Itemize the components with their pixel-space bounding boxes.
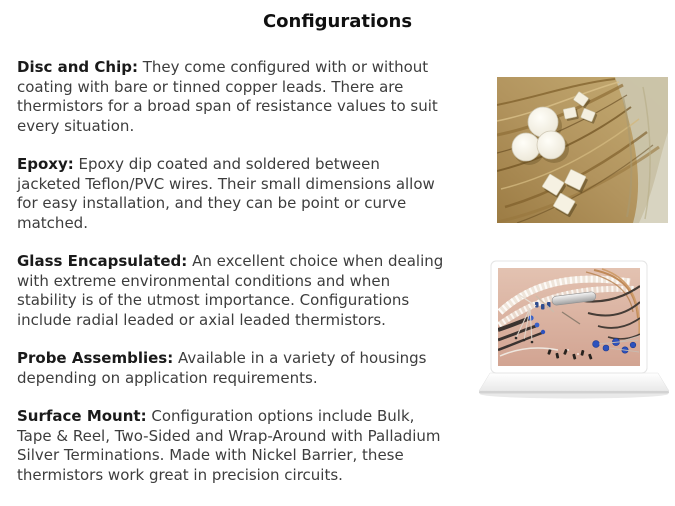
text-line: for easy installation, and they can be point or curve [17,194,407,212]
thermistor-product-assortment-graphic [478,260,670,400]
section-label: Glass Encapsulated: [17,252,188,270]
text-line [17,407,487,427]
text-line [17,349,487,369]
section-line-rest: Epoxy dip coated and soldered between [78,155,380,173]
section-label: Surface Mount: [17,407,147,425]
section-line-rest: Available in a variety of housings [178,349,427,367]
text-line: jacketed Teflon/PVC wires. Their small dimensions allow [17,174,435,193]
text-line: with extreme environmental conditions and when [17,271,391,290]
thermistor-product-assortment-photo [478,260,670,400]
text-line [17,58,487,78]
section-disc-and-chip [17,58,487,136]
text-line: depending on application requirements. [17,368,318,387]
section-epoxy [17,155,487,233]
slide-title: Configurations [262,11,413,32]
text-line [17,155,487,175]
body-text-column [17,58,487,504]
text-line: thermistors work great in precision circuits. [17,465,343,484]
text-line [17,252,487,272]
text-line: every situation. [17,116,135,135]
section-glass-encapsulated [17,252,487,330]
section-probe-assemblies [17,349,487,388]
display-stand [479,373,669,399]
section-line-rest: Configuration options include Bulk, [151,407,415,425]
text-line: matched. [17,213,88,232]
text-line: include radial leaded or axial leaded thermistors. [17,310,386,329]
section-line-rest: They come configured with or without [142,58,429,76]
section-surface-mount [17,407,487,485]
section-line-rest: An excellent choice when dealing [192,252,444,270]
text-line: thermistors for a broad span of resistance values to suit [17,97,438,115]
text-line: Tape & Reel, Two-Sided and Wrap-Around with Palladium [17,426,441,445]
section-label: Epoxy: [17,155,74,173]
text-line: stability is of the utmost importance. Configurations [17,291,410,309]
text-line: coating with bare or tinned copper leads. There are [17,77,404,96]
disc-and-chip-thermistors-graphic [497,77,668,223]
section-label: Disc and Chip: [17,58,138,76]
text-line: Silver Terminations. Made with Nickel Barrier, these [17,446,404,464]
section-label: Probe Assemblies: [17,349,174,367]
disc-and-chip-thermistors-photo [497,77,668,223]
